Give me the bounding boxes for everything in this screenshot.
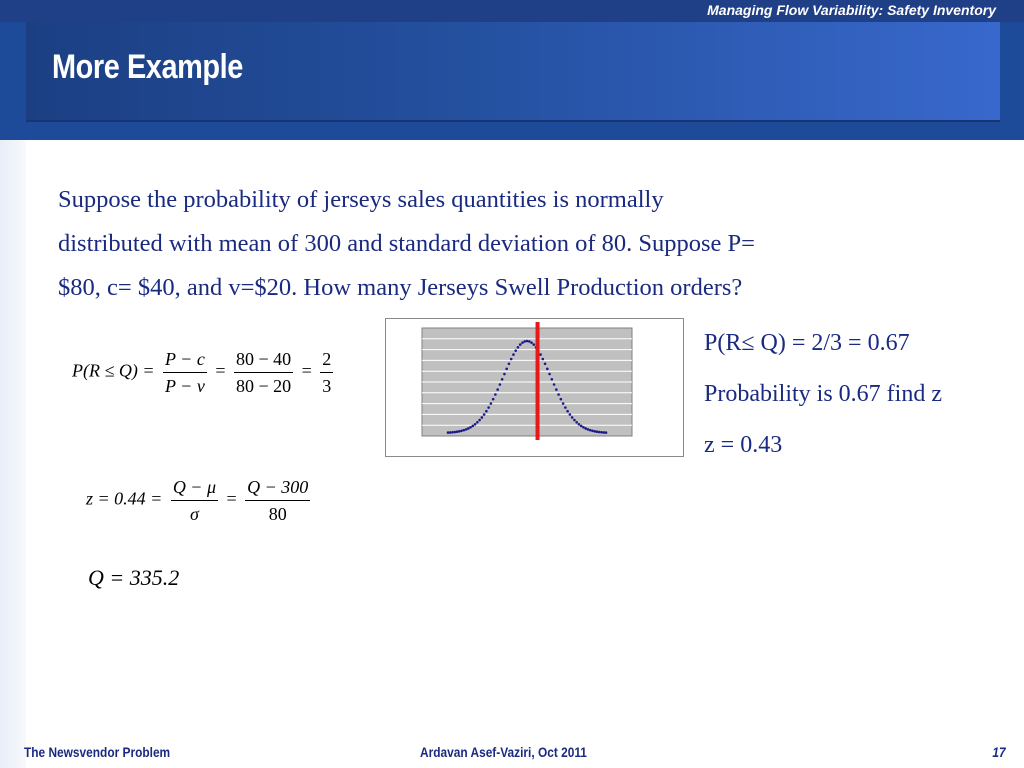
curve-point [569, 413, 572, 416]
footer-left: The Newsvendor Problem [24, 744, 171, 760]
critical-ratio-formula [72, 346, 337, 399]
formula2-frac-numeric [245, 474, 310, 527]
curve-point [449, 431, 452, 434]
curve-point [584, 427, 587, 430]
curve-point [501, 378, 504, 381]
curve-point [593, 430, 596, 433]
slide-title: More Example [52, 48, 243, 86]
curve-point [469, 426, 472, 429]
curve-point [503, 373, 506, 376]
curve-point [546, 368, 549, 371]
curve-point [490, 402, 493, 405]
curve-point [451, 431, 454, 434]
curve-point [530, 341, 533, 344]
curve-point [602, 431, 605, 434]
curve-point [560, 398, 563, 401]
result-probability: P(R≤ Q) = 2/3 = 0.67 [704, 330, 910, 356]
curve-point [483, 413, 486, 416]
curve-point [487, 406, 490, 409]
curve-point [492, 398, 495, 401]
result-z-value: z = 0.43 [704, 432, 783, 458]
curve-point [460, 430, 463, 433]
formula1-frac3-den: 3 [322, 376, 332, 396]
order-quantity-result: Q = 335.2 [88, 565, 180, 590]
problem-statement [58, 178, 998, 310]
formula1-eq1: = [215, 360, 226, 381]
curve-point [557, 393, 560, 396]
formula2-lhs: z = 0.44 = [86, 488, 163, 509]
curve-point [555, 388, 558, 391]
curve-point [485, 410, 488, 413]
curve-point [474, 423, 477, 426]
formula1-frac2-den: 80 − 20 [235, 376, 292, 396]
curve-point [521, 341, 524, 344]
curve-point [467, 427, 470, 430]
curve-point [573, 419, 576, 422]
formula2-frac2-num: Q − 300 [245, 474, 310, 501]
curve-point [564, 406, 567, 409]
formula1-frac1-den: P − v [165, 376, 205, 396]
curve-point [523, 340, 526, 343]
problem-line-2: distributed with mean of 300 and standard deviation of 80. Suppose P= [58, 230, 755, 257]
curve-point [528, 340, 531, 343]
curve-point [510, 358, 513, 361]
page-number: 17 [992, 744, 1006, 760]
curve-point [548, 373, 551, 376]
curve-point [458, 430, 461, 433]
formula2-frac1-den: σ [189, 504, 199, 524]
curve-point [532, 343, 535, 346]
curve-point [589, 429, 592, 432]
curve-point [551, 378, 554, 381]
curve-point [505, 368, 508, 371]
curve-point [582, 426, 585, 429]
course-title: Managing Flow Variability: Safety Inventory [707, 2, 996, 18]
formula1-frac-pc [163, 346, 207, 399]
curve-point [591, 430, 594, 433]
formula1-frac-result [320, 346, 333, 399]
curve-point [544, 362, 547, 365]
curve-point [517, 346, 520, 349]
curve-point [472, 425, 475, 428]
formula2-frac1-num: Q − μ [171, 474, 218, 501]
formula1-frac3-num: 2 [320, 346, 333, 373]
curve-point [578, 423, 581, 426]
curve-point [526, 340, 529, 343]
curve-point [600, 431, 603, 434]
formula2-eq: = [226, 488, 237, 509]
curve-point [478, 419, 481, 422]
formula1-eq2: = [301, 360, 312, 381]
curve-point [605, 431, 608, 434]
curve-point [566, 410, 569, 413]
curve-point [499, 383, 502, 386]
formula1-lhs: P(R ≤ Q) = [72, 360, 155, 381]
formula1-frac-numeric [234, 346, 293, 399]
formula1-frac1-num: P − c [163, 346, 207, 373]
curve-point [508, 362, 511, 365]
curve-point [596, 430, 599, 433]
formula1-frac2-num: 80 − 40 [234, 346, 293, 373]
curve-point [562, 402, 565, 405]
curve-point [580, 425, 583, 428]
z-score-formula [86, 474, 314, 527]
curve-point [496, 388, 499, 391]
curve-point [539, 353, 542, 356]
footer-center: Ardavan Asef-Vaziri, Oct 2011 [420, 744, 587, 760]
curve-point [587, 428, 590, 431]
curve-point [553, 383, 556, 386]
curve-point [465, 428, 468, 431]
curve-point [519, 343, 522, 346]
curve-point [542, 358, 545, 361]
curve-point [575, 421, 578, 424]
formula2-frac2-den: 80 [268, 504, 287, 524]
problem-line-3: $80, c= $40, and v=$20. How many Jerseys Swell Production orders? [58, 274, 743, 301]
normal-distribution-plot [386, 319, 683, 456]
curve-point [514, 349, 517, 352]
curve-point [463, 429, 466, 432]
result-find-z: Probability is 0.67 find z [704, 381, 942, 407]
curve-point [598, 431, 601, 434]
formula2-frac-symbolic [171, 474, 218, 527]
curve-point [571, 416, 574, 419]
curve-point [494, 393, 497, 396]
curve-point [447, 431, 450, 434]
normal-distribution-chart [385, 318, 684, 457]
curve-point [456, 430, 459, 433]
problem-line-1: Suppose the probability of jerseys sales quantities is normally [58, 186, 664, 213]
curve-point [453, 431, 456, 434]
curve-point [481, 416, 484, 419]
curve-point [512, 353, 515, 356]
curve-point [476, 421, 479, 424]
